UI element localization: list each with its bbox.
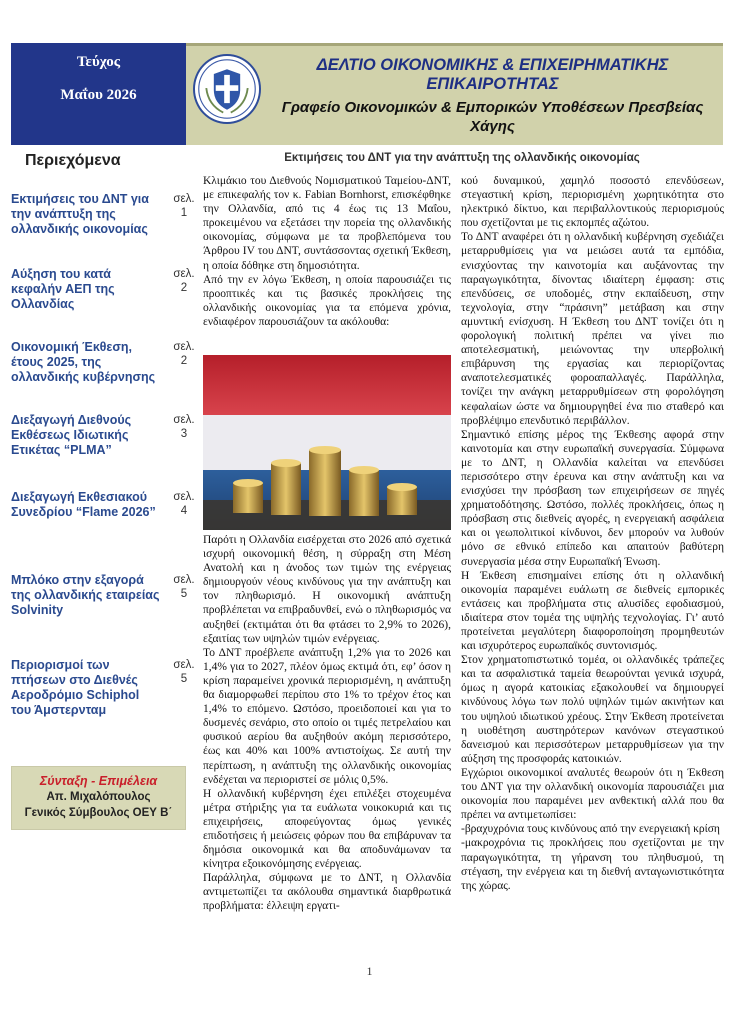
- article-list-item: -μακροχρόνια τις προκλήσεις που σχετίζονται με την παραγωγικότητα, τη γήρανση του πληθυσμού, τη στέγαση, την ενέργεια και τη διεθνή ανταγωνιστικότητα της χώρας.: [461, 837, 724, 892]
- article-column-left-top: [203, 174, 451, 329]
- issue-box: [11, 43, 186, 145]
- toc-item-page: σελ. 2: [173, 341, 195, 367]
- credits-name: Απ. Μιχαλόπουλος: [46, 791, 151, 803]
- toc-heading: Περιεχόμενα: [25, 152, 121, 169]
- toc-item-title[interactable]: Διεξαγωγή Διεθνούς Εκθέσεως Ιδιωτικής Ετικέτας “PLMA”: [11, 413, 132, 457]
- credits-box: [11, 766, 186, 830]
- toc-item-page: σελ. 4: [173, 491, 195, 517]
- article-paragraph: κού δυναμικού, χαμηλό ποσοστό επενδύσεων, στεγαστική κρίση, περιορισμένη χωρητικότητα στο ηλεκτρικό δίκτυο, και περιβαλλοντικούς περιορισμούς που σχετίζονται με τις εκπομπές αζώτου.: [461, 175, 724, 230]
- toc-item-page: σελ. 3: [173, 414, 195, 440]
- coins-and-dutch-flag-image: [203, 355, 451, 530]
- article-paragraph: Η ολλανδική κυβέρνηση έχει επιλέξει στοχευμένα μέτρα στήριξης για τα ευάλωτα νοικοκυριά και τις επιχειρήσεις, αποφεύγοντας όμως γενικές επιδοτήσεις ή μειώσεις φόρων που θα επιβάρυναν τα δημόσια οικονομικά και θα αποδυνάμωναν τα κίνητρα εξοικονόμησης ενέργειας.: [203, 787, 451, 871]
- article-title: Εκτιμήσεις του ΔΝΤ για την ανάπτυξη της ολλανδικής οικονομίας: [284, 152, 640, 164]
- toc-item-page: σελ. 1: [173, 193, 195, 219]
- article-paragraph: Κλιμάκιο του Διεθνούς Νομισματικού Ταμείου-ΔΝΤ, με επικεφαλής τον κ. Fabian Bornhorst, επισκέφθηκε την Ολλανδία, από τις 4 έως τις 13 Μαΐου, προκειμένου να εξετάσει την πορεία της ολλανδικής οικονομίας, σύμφωνα με τα προβλεπόμενα του Άρθρου IV του ΔΝΤ, συντάσσοντας σχετική Έκθεση, η οποία δόθηκε στη δημοσιότητα.: [203, 175, 451, 272]
- article-column-right: [461, 174, 724, 893]
- page-number: 1: [366, 964, 373, 978]
- credits-role: Γενικός Σύμβουλος ΟΕΥ Β΄: [24, 807, 173, 819]
- toc-item-title[interactable]: Περιορισμοί των πτήσεων στο Διεθνές Αεροδρόμιο Schiphol του Άμστερνταμ: [11, 658, 140, 717]
- toc-item-title[interactable]: Μπλόκο στην εξαγορά της ολλανδικής εταιρείας Solvinity: [11, 573, 160, 617]
- article-column-left-bottom: [203, 533, 451, 914]
- article-paragraph: Το ΔΝΤ αναφέρει ότι η ολλανδική κυβέρνηση σχεδιάζει μεταρρυθμίσεις για να μειώσει αυτά τα εμπόδια, ενισχύοντας την καινοτομία και αυξάνοντας την παραγωγικότητα, δίνοντας ιδιαίτερη έμφαση: στις επενδύσεις, σε υποδομές, στην εκπαίδευση, στην τεχνολογία, στην “πράσινη” μετάβαση και στην αμυντική ενίσχυση. Η Έκθεση του ΔΝΤ τονίζει ότι η φορολογική πολιτική πρέπει να γίνει πιο αποτελεσματική, μειώνοντας την υπερβολική επιβάρυνση της εργασίας και περιορίζοντας αναποτελεσματικές φοροαπαλλαγές. Παράλληλα, τονίζει την ανάγκη μεταρρυθμίσεων στη φορολόγηση κεφαλαίων ώστε να δημιουργηθεί ένα πιο σταθερό και προβλέψιμο επενδυτικό περιβάλλον.: [461, 231, 724, 427]
- toc-item-title[interactable]: Εκτιμήσεις του ΔΝΤ για την ανάπτυξη της ολλανδικής οικονομίας: [11, 192, 149, 236]
- bulletin-subtitle: Γραφείο Οικονομικών & Εμπορικών Υποθέσεων Πρεσβείας Χάγης: [281, 99, 704, 135]
- credits-title: Σύνταξη - Επιμέλεια: [39, 774, 158, 788]
- toc-item-title[interactable]: Αύξηση του κατά κεφαλήν ΑΕΠ της Ολλανδίας: [11, 267, 115, 311]
- article-paragraph: Σημαντικό επίσης μέρος της Έκθεσης αφορά στην καινοτομία και στην ευρωπαϊκή συνεργασία. Σύμφωνα με το ΔΝΤ, η Ολλανδία καλείται να επενδύσει περισσότερο στην έρευνα και στην ανάπτυξη και να ενισχύσει την πρόσβαση των επιχειρήσεων σε πηγές χρηματοδότησης. Ωστόσο, πολλές προκλήσεις, όπως η πρόσβαση στις διεθνείς αγορές, η ενεργειακή ασφάλεια και οι γεωπολιτικοί κίνδυνοι, δεν μπορούν να λυθούν μόνο σε εθνικό επίπεδο και απαιτούν βαθύτερη συνεργασία μέσα στην Ευρωπαϊκή Ένωση.: [461, 428, 724, 568]
- article-paragraph: Η Έκθεση επισημαίνει επίσης ότι η ολλανδική οικονομία παραμένει ευάλωτη σε διεθνείς εμπορικές εντάσεις και προβλήματα στις αλυσίδες εφοδιασμού, ιδιαίτερα στον τομέα της υψηλής τεχνολογίας. Γι’ αυτό προτείνεται μεγαλύτερη διαφοροποίηση προμηθευτών και ισχυρότερος ευρωπαϊκός συντονισμός.: [461, 569, 724, 653]
- article-paragraph: Παράλληλα, σύμφωνα με το ΔΝΤ, η Ολλανδία αντιμετωπίζει τα ακόλουθα σημαντικά διαρθρωτικά προβλήματα: έλλειψη εργατι-: [203, 872, 451, 913]
- issue-label: Τεύχος: [76, 54, 121, 70]
- toc-item-title[interactable]: Διεξαγωγή Εκθεσιακού Συνεδρίου “Flame 2026”: [11, 490, 156, 519]
- article-paragraph: Εγχώριοι οικονομικοί αναλυτές θεωρούν ότι η Έκθεση του ΔΝΤ για την ολλανδική οικονομία παρουσιάζει μια οικονομία που παραμένει μεν ανθεκτική αλλά που θα πρέπει να αντιμετωπίσει:: [461, 766, 724, 822]
- article-paragraph: Παρότι η Ολλανδία εισέρχεται στο 2026 από σχετικά ισχυρή οικονομική θέση, η σύρραξη στη Μέση Ανατολή και η άνοδος των τιμών της ενέργειας δημιουργούν νέους κινδύνους για την ανάπτυξη και τον πληθωρισμό. Η οικονομική ανάπτυξη προβλέπεται να επιβραδυνθεί, ενώ ο πληθωρισμός να αυξηθεί (εκτιμάται ότι θα φτάσει το 2,9% το 2026), εξαιτίας των υψηλών τιμών ενέργειας.: [203, 534, 451, 645]
- greek-coat-of-arms-icon: [193, 54, 261, 124]
- toc-item-page: σελ. 2: [173, 268, 195, 294]
- toc-item-page: σελ. 5: [173, 574, 195, 600]
- header-band: [186, 43, 723, 145]
- article-paragraph: Στον χρηματοπιστωτικό τομέα, οι ολλανδικές τράπεζες και τα ασφαλιστικά ταμεία θεωρούνται γενικά ισχυρά, όμως η αγορά κατοικίας εξακολουθεί να δημιουργεί κινδύνους λόγω των πολύ υψηλών τιμών ακινήτων και του υψηλού ιδιωτικού χρέους. Στην Έκθεση προτείνεται η υιοθέτηση αυστηρότερων κανόνων στεγαστικού δανεισμού και περισσότερων μεταρρυθμίσεων για την αύξηση της προσφοράς κατοικιών.: [461, 654, 724, 765]
- toc-item-page: σελ. 5: [173, 659, 195, 685]
- issue-date: Μαΐου 2026: [60, 87, 137, 103]
- article-paragraph: Το ΔΝΤ προέβλεπε ανάπτυξη 1,2% για το 2026 και 1,4% για το 2027, πλέον όμως εκτιμά ότι, εφ’ όσον η κρίση παραμείνει χρονικά περιορισμένη, η ανάπτυξη θα διαμορφωθεί περίπου στο 1% το τρέχον έτος και 1,4% το επόμενο. Ωστόσο, προειδοποιεί και για το δυσμενές σενάριο, στο οποίο οι τιμές πετρελαίου και φυσικού αερίου θα αυξηθούν ακόμη περισσότερο, έως και 40% και 100% αντιστοίχως. Σε αυτή την περίπτωση, η ανάπτυξη της ολλανδικής οικονομίας ενδέχεται να περιοριστεί σε μόλις 0,5%.: [203, 646, 451, 786]
- toc-item-title[interactable]: Οικονομική Έκθεση, έτους 2025, της ολλανδικής κυβέρνησης: [11, 340, 156, 384]
- article-paragraph: Από την εν λόγω Έκθεση, η οποία παρουσιάζει τις προοπτικές και τις βασικές προκλήσεις της ολλανδικής οικονομίας για τα επόμενα χρόνια, ενδιαφέρον παρουσιάζουν τα ακόλουθα:: [203, 273, 451, 328]
- article-list-item: -βραχυχρόνια τους κινδύνους από την ενεργειακή κρίση: [461, 823, 720, 836]
- bulletin-title: ΔΕΛΤΙΟ ΟΙΚΟΝΟΜΙΚΗΣ & ΕΠΙΧΕΙΡΗΜΑΤΙΚΗΣ ΕΠΙΚΑΙΡΟΤΗΤΑΣ: [316, 56, 669, 93]
